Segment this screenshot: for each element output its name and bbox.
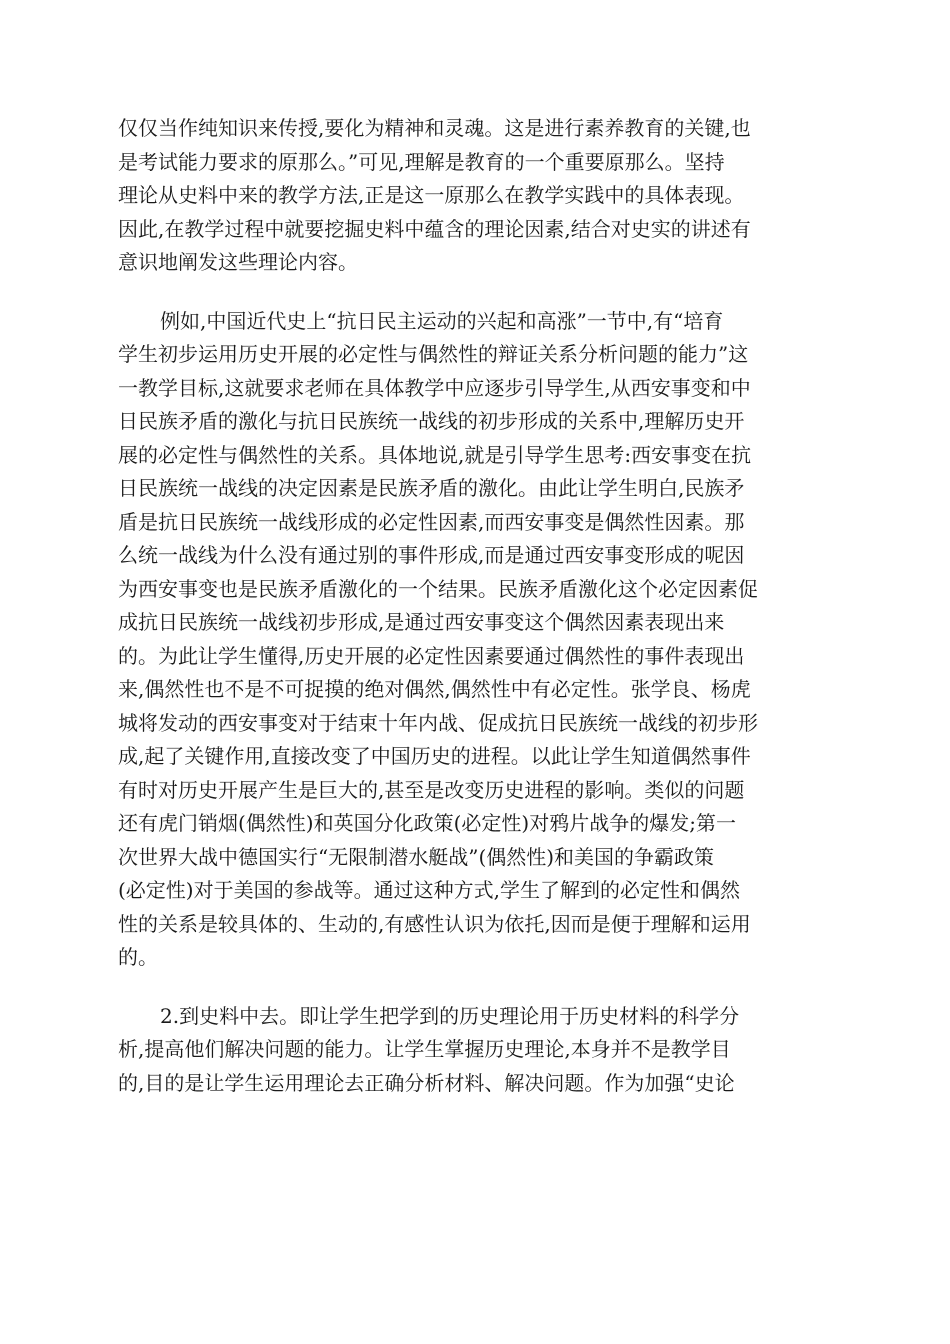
text-line: 因此,在教学过程中就要挖掘史料中蕴含的理论因素,结合对史实的讲述有 <box>118 216 751 241</box>
text-line: 日民族矛盾的激化与抗日民族统一战线的初步形成的关系中,理解历史开 <box>118 409 745 433</box>
paragraph-3 <box>118 1000 834 1101</box>
text-line: 盾是抗日民族统一战线形成的必定性因素,而西安事变是偶然性因素。那 <box>118 509 745 534</box>
text-line: 次世界大战中德国实行“无限制潜水艇战”(偶然性)和美国的争霸政策 <box>118 844 715 869</box>
text-line: 的。为此让学生懂得,历史开展的必定性因素要通过偶然性的事件表现出 <box>118 643 745 668</box>
document-page <box>118 112 834 1125</box>
text-line: 学生初步运用历史开展的必定性与偶然性的辩证关系分析问题的能力”这 <box>118 342 749 366</box>
text-line: 2.到史料中去。即让学生把学到的历史理论用于历史材料的科学分 <box>160 1003 740 1028</box>
text-line: 的,目的是让学生运用理论去正确分析材料、解决问题。作为加强“史论 <box>118 1070 735 1095</box>
text-line: 是考试能力要求的原那么。”可见,理解是教育的一个重要原那么。坚持 <box>118 149 725 174</box>
text-line: 来,偶然性也不是不可捉摸的绝对偶然,偶然性中有必定性。张学良、杨虎 <box>118 677 751 701</box>
text-line: 性的关系是较具体的、生动的,有感性认识为依托,因而是便于理解和运用 <box>118 911 751 936</box>
text-line: 成抗日民族统一战线初步形成,是通过西安事变这个偶然因素表现出来 <box>118 610 725 634</box>
text-line: 日民族统一战线的决定因素是民族矛盾的激化。由此让学生明白,民族矛 <box>118 476 745 500</box>
text-line: 例如,中国近代史上“抗日民主运动的兴起和高涨”一节中,有“培育 <box>160 308 724 333</box>
text-line: 为西安事变也是民族矛盾激化的一个结果。民族矛盾激化这个必定因素促 <box>118 576 758 601</box>
text-line: 理论从史料中来的教学方法,正是这一原那么在教学实践中的具体表现。 <box>118 183 745 207</box>
paragraph-1 <box>118 112 834 280</box>
text-line: 仅仅当作纯知识来传授,要化为精神和灵魂。这是进行素养教育的关键,也 <box>118 116 751 140</box>
text-line: 析,提高他们解决问题的能力。让学生掌握历史理论,本身并不是教学目 <box>118 1037 731 1061</box>
text-line: 成,起了关键作用,直接改变了中国历史的进程。以此让学生知道偶然事件 <box>118 744 751 768</box>
text-line: 有时对历史开展产生是巨大的,甚至是改变历史进程的影响。类似的问题 <box>118 777 745 802</box>
text-line: 意识地阐发这些理论内容。 <box>118 250 358 274</box>
text-line: 一教学目标,这就要求老师在具体教学中应逐步引导学生,从西安事变和中 <box>118 375 751 400</box>
paragraph-2 <box>118 305 834 975</box>
text-line: 城将发动的西安事变对于结束十年内战、促成抗日民族统一战线的初步形 <box>118 710 758 735</box>
text-line: 还有虎门销烟(偶然性)和英国分化政策(必定性)对鸦片战争的爆发;第一 <box>118 811 736 835</box>
text-line: (必定性)对于美国的参战等。通过这种方式,学生了解到的必定性和偶然 <box>118 878 740 902</box>
text-line: 么统一战线为什么没有通过别的事件形成,而是通过西安事变形成的呢因 <box>118 543 745 567</box>
text-line: 展的必定性与偶然性的关系。具体地说,就是引导学生思考:西安事变在抗 <box>118 442 752 467</box>
text-line: 的。 <box>118 945 158 969</box>
